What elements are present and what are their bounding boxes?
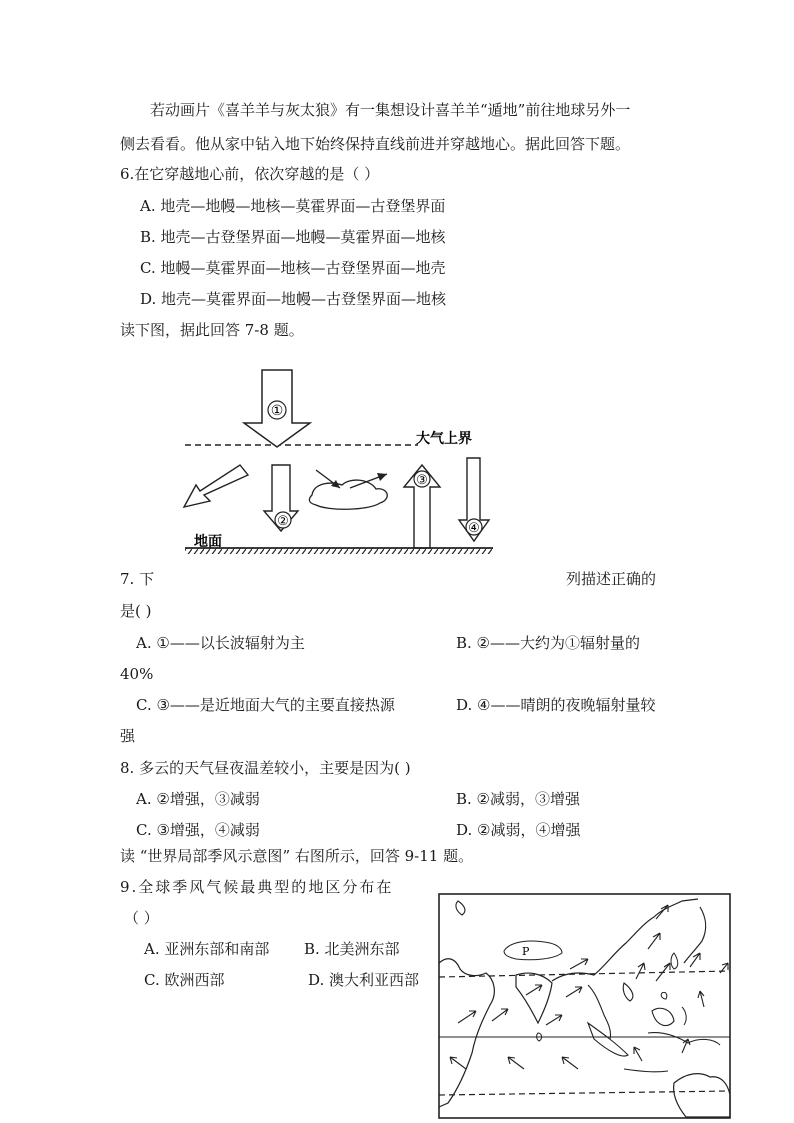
q7-option-c: C. ③——是近地面大气的主要直接热源: [136, 696, 395, 714]
monsoon-map: [438, 893, 732, 1120]
read-7-8: 读下图，据此回答 7-8 题。: [120, 321, 304, 339]
q7-option-d: D. ④——晴朗的夜晚辐射量较: [456, 696, 656, 714]
q9-paren: （ ）: [124, 909, 159, 927]
q9-stem: 9.全球季风气候最典型的地区分布在: [120, 878, 394, 896]
q9-option-b: B. 北美洲东部: [304, 940, 400, 958]
q9-option-c: C. 欧洲西部: [144, 971, 225, 989]
q6-stem: 6.在它穿越地心前，依次穿越的是（ ）: [120, 165, 380, 183]
radiation-diagram: [180, 365, 500, 557]
atmosphere-top-label: 大气上界: [416, 431, 472, 447]
q6-option-a: A. 地壳—地幔—地核—莫霍界面—古登堡界面: [140, 197, 446, 215]
map-frame: [439, 894, 730, 1118]
q8-option-b: B. ②减弱，③增强: [456, 790, 581, 808]
cloud: [309, 480, 387, 509]
intro-line-2: 侧去看看。他从家中钻入地下始终保持直线前进并穿越地心。据此回答下题。: [120, 135, 631, 153]
q6-option-d: D. 地壳—莫霍界面—地幔—古登堡界面—地核: [140, 290, 447, 308]
q7-option-a: A. ①——以长波辐射为主: [136, 634, 305, 652]
q7-stem-end: 列描述正确的: [566, 570, 657, 588]
arrow-3-label: ③: [416, 473, 428, 488]
read-9-11: 读 “世界局部季风示意图” 右图所示，回答 9-11 题。: [120, 847, 474, 865]
reflected-arrow: [184, 465, 248, 507]
q7-option-b-cont: 40%: [120, 665, 154, 683]
q7-stem-cont: 是( ): [120, 602, 152, 620]
arrow-1-label: ①: [270, 403, 284, 419]
q9-option-a: A. 亚洲东部和南部: [144, 940, 270, 958]
p-label: P: [522, 945, 530, 958]
q8-stem: 8. 多云的天气昼夜温差较小，主要是因为( ): [120, 759, 411, 777]
q8-option-a: A. ②增强，③减弱: [136, 790, 260, 808]
q8-option-c: C. ③增强，④减弱: [136, 821, 260, 839]
q9-option-d: D. 澳大利亚西部: [308, 971, 420, 989]
q6-option-c: C. 地幔—莫霍界面—地核—古登堡界面—地壳: [140, 259, 446, 277]
q8-option-d: D. ②减弱，④增强: [456, 821, 581, 839]
q7-option-d-cont: 强: [120, 727, 136, 745]
ground-hatch: [185, 548, 493, 554]
q6-option-b: B. 地壳—古登堡界面—地幔—莫霍界面—地核: [140, 228, 446, 246]
arrow-4-label: ④: [468, 521, 480, 536]
intro-line-1: 若动画片《喜羊羊与灰太狼》有一集想设计喜羊羊“遁地”前往地球另外一: [150, 101, 631, 119]
arrow-2-label: ②: [277, 514, 289, 529]
q7-stem-start: 7. 下: [120, 570, 155, 588]
q7-option-b: B. ②——大约为①辐射量的: [456, 634, 641, 652]
ground-label: 地面: [194, 534, 222, 550]
